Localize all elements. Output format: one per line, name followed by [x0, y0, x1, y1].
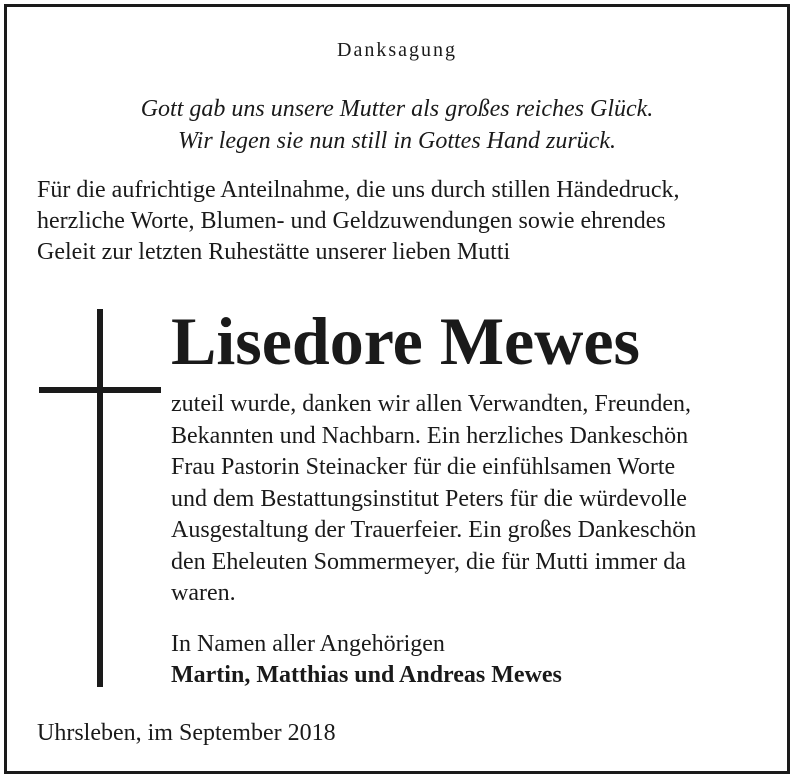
heading: Danksagung: [337, 39, 457, 61]
closing: [171, 629, 562, 691]
place-date: Uhrsleben, im September 2018: [37, 720, 336, 746]
verse: [7, 93, 787, 157]
closing-line: In Namen aller Angehörigen: [171, 631, 445, 657]
intro-text: [37, 175, 777, 268]
thanks-line: zuteil wurde, danken wir allen Verwandten, Freunden,: [171, 391, 692, 417]
signers: Martin, Matthias und Andreas Mewes: [171, 662, 562, 688]
thanks-line: Ausgestaltung der Trauerfeier. Ein großes Dankeschön: [171, 517, 697, 543]
thanks-text: [171, 389, 771, 610]
intro-line: Für die aufrichtige Anteilnahme, die uns durch stillen Händedruck,: [37, 177, 680, 203]
intro-line: herzliche Worte, Blumen- und Geldzuwendungen sowie ehrendes: [37, 208, 666, 234]
thanks-line: Bekannten und Nachbarn. Ein herzliches Dankeschön: [171, 422, 689, 449]
thanks-line: waren.: [171, 580, 236, 606]
obituary-notice: [4, 4, 790, 774]
intro-line: Geleit zur letzten Ruhestätte unserer lieben Mutti: [37, 239, 511, 265]
deceased-name: Lisedore Mewes: [171, 303, 640, 379]
cross-vertical-bar: [97, 309, 103, 687]
cross-horizontal-bar: [39, 387, 161, 393]
verse-line: Gott gab uns unsere Mutter als großes reiches Glück.: [140, 96, 654, 122]
thanks-line: und dem Bestattungsinstitut Peters für die würdevolle: [171, 485, 687, 512]
verse-line: Wir legen sie nun still in Gottes Hand zurück.: [178, 128, 616, 154]
thanks-line: den Eheleuten Sommermeyer, die für Mutti immer da: [171, 548, 686, 575]
thanks-line: Frau Pastorin Steinacker für die einfühlsamen Worte: [171, 454, 676, 480]
